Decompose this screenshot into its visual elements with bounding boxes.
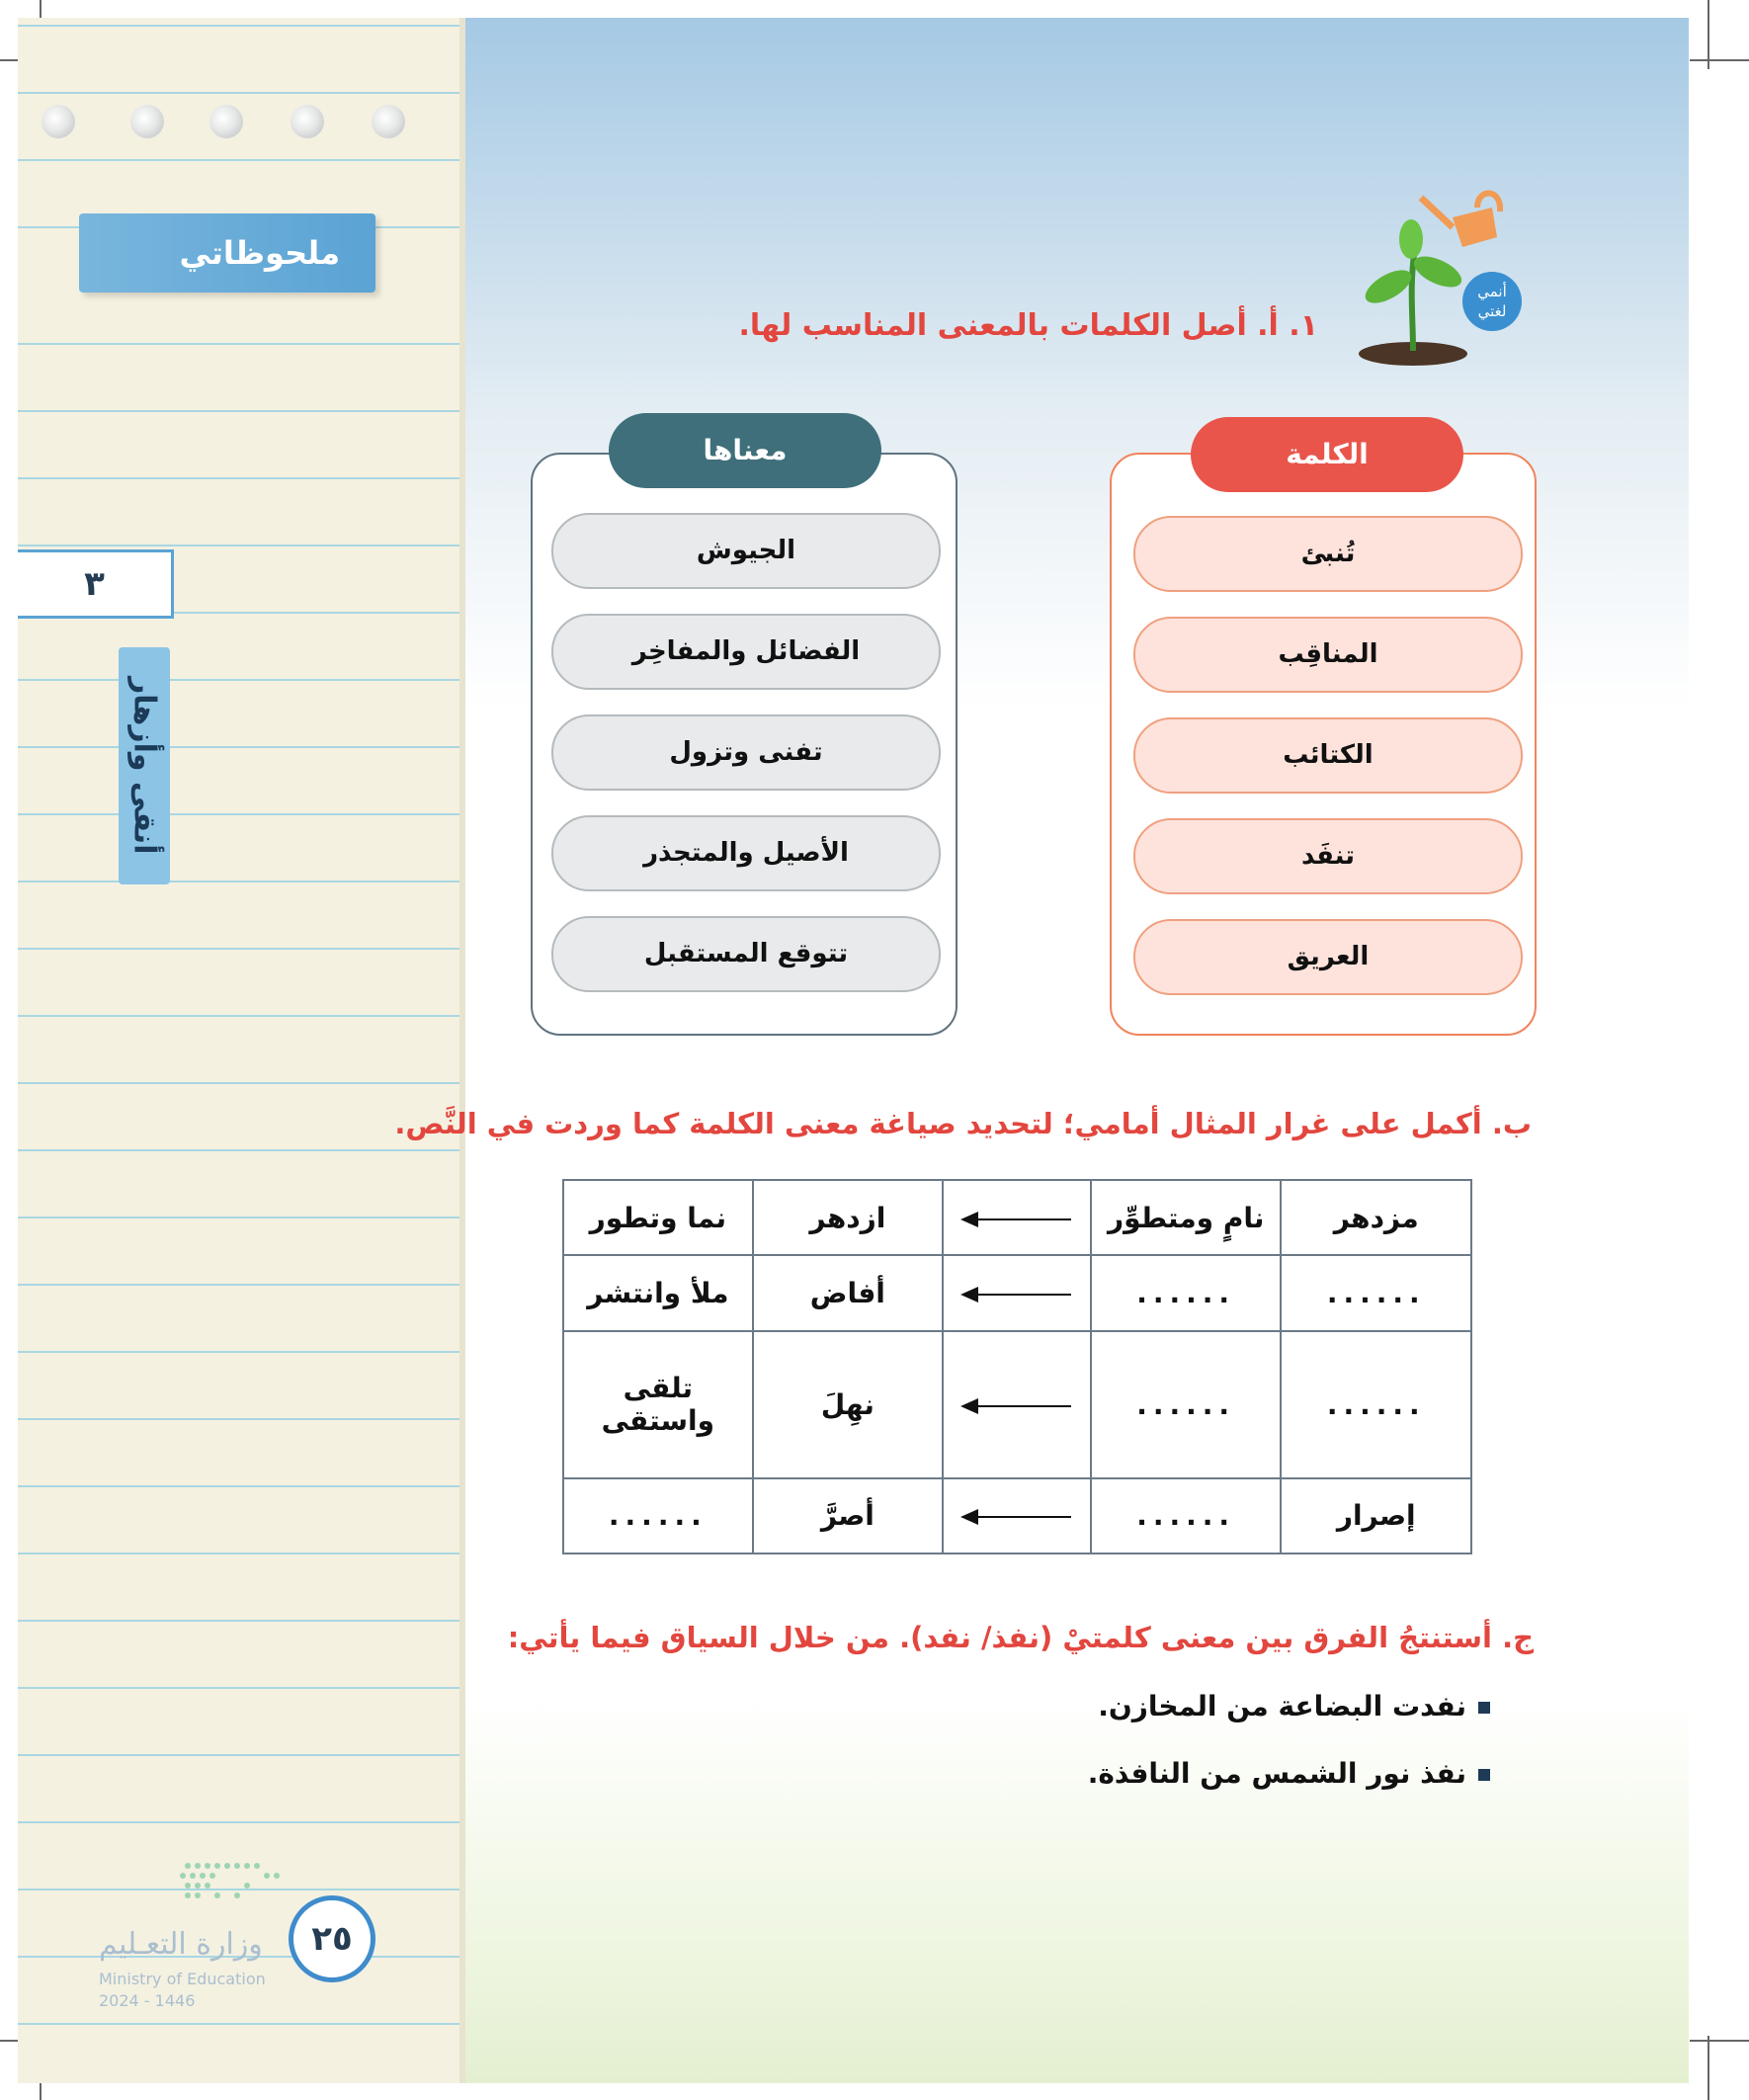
page-number: ٢٥ (289, 1895, 375, 1982)
notes-tab: ملحوظاتي (79, 213, 375, 293)
ministry-name-english: Ministry of Education (99, 1970, 266, 1988)
table-cell: نامٍ ومتطوِّر (1091, 1180, 1282, 1255)
word-item[interactable]: تنفَد (1133, 818, 1523, 894)
arrow-left-icon (962, 1294, 1071, 1296)
arrow-cell (943, 1478, 1091, 1554)
word-item[interactable]: الكتائب (1133, 717, 1523, 794)
word-item[interactable]: المناقِب (1133, 617, 1523, 693)
crop-mark (1690, 59, 1749, 61)
ministry-year: 2024 - 1446 (99, 1991, 196, 2010)
word-item[interactable]: العريق (1133, 919, 1523, 995)
meanings-header: معناها (609, 413, 881, 488)
table-row (563, 1180, 1471, 1255)
binder-ring (209, 105, 243, 138)
badge-line-2: لغتي (1477, 302, 1507, 320)
arrow-left-icon (962, 1218, 1071, 1220)
notes-column (18, 18, 465, 2083)
table-cell: ازدهر (753, 1180, 943, 1255)
task-b-title: ب. أكمل على غرار المثال أمامي؛ لتحديد صياغة معنى الكلمة كما وردت في النَّص. (394, 1107, 1532, 1140)
sentence-item: نفدت البضاعة من المخازن. (1098, 1690, 1490, 1722)
words-header: الكلمة (1191, 417, 1463, 492)
word-item[interactable]: تُنبئ (1133, 516, 1523, 592)
answer-blank[interactable]: ...... (1281, 1331, 1471, 1478)
binder-ring (372, 105, 405, 138)
answer-blank[interactable]: ...... (563, 1478, 753, 1554)
table-row (563, 1331, 1471, 1478)
plant-watering-icon (1344, 178, 1522, 366)
meaning-item[interactable]: تتوقع المستقبل (551, 916, 941, 992)
binder-ring (42, 105, 75, 138)
answer-blank[interactable]: ...... (1091, 1478, 1282, 1554)
derivation-table (562, 1179, 1472, 1554)
table-cell: إصرار (1281, 1478, 1471, 1554)
arrow-left-icon (962, 1516, 1071, 1518)
arrow-left-icon (962, 1405, 1071, 1407)
task-c-title: ج. أستنتجُ الفرق بين معنى كلمتيْ (نفذ/ نفد). من خلال السياق فيما يأتي: (507, 1621, 1534, 1654)
table-row (563, 1255, 1471, 1330)
table-cell: نهِلَ (753, 1331, 943, 1478)
arrow-cell (943, 1180, 1091, 1255)
badge-line-1: أنمي (1477, 283, 1507, 300)
ministry-name-arabic: وزارة التعـليم (99, 1927, 263, 1962)
crop-mark (1707, 2036, 1709, 2100)
task-a-title: ١. أ. أصل الكلمات بالمعنى المناسب لها. (738, 308, 1318, 343)
table-row (563, 1478, 1471, 1554)
binder-ring (291, 105, 324, 138)
crop-mark (1690, 2040, 1749, 2042)
meaning-item[interactable]: الجيوش (551, 513, 941, 589)
table-cell: مزدهر (1281, 1180, 1471, 1255)
meaning-item[interactable]: تفنى وتزول (551, 714, 941, 791)
table-cell: تلقى واستقى (563, 1331, 753, 1478)
arrow-cell (943, 1331, 1091, 1478)
chapter-number: ٣ (18, 549, 174, 619)
table-cell: أصرَّ (753, 1478, 943, 1554)
answer-blank[interactable]: ...... (1091, 1255, 1282, 1330)
unit-tab (119, 647, 170, 884)
sentence-item: نفذ نور الشمس من النافذة. (1088, 1757, 1490, 1790)
table-cell: نما وتطور (563, 1180, 753, 1255)
meaning-item[interactable]: الأصيل والمتجذر (551, 815, 941, 891)
binder-ring (130, 105, 164, 138)
answer-blank[interactable]: ...... (1281, 1255, 1471, 1330)
table-cell: أفاض (753, 1255, 943, 1330)
unit-name: أنقى وأزهار (126, 677, 162, 855)
arrow-cell (943, 1255, 1091, 1330)
answer-blank[interactable]: ...... (1091, 1331, 1282, 1478)
meaning-item[interactable]: الفضائل والمفاخِر (551, 614, 941, 690)
table-cell: ملأ وانتشر (563, 1255, 753, 1330)
